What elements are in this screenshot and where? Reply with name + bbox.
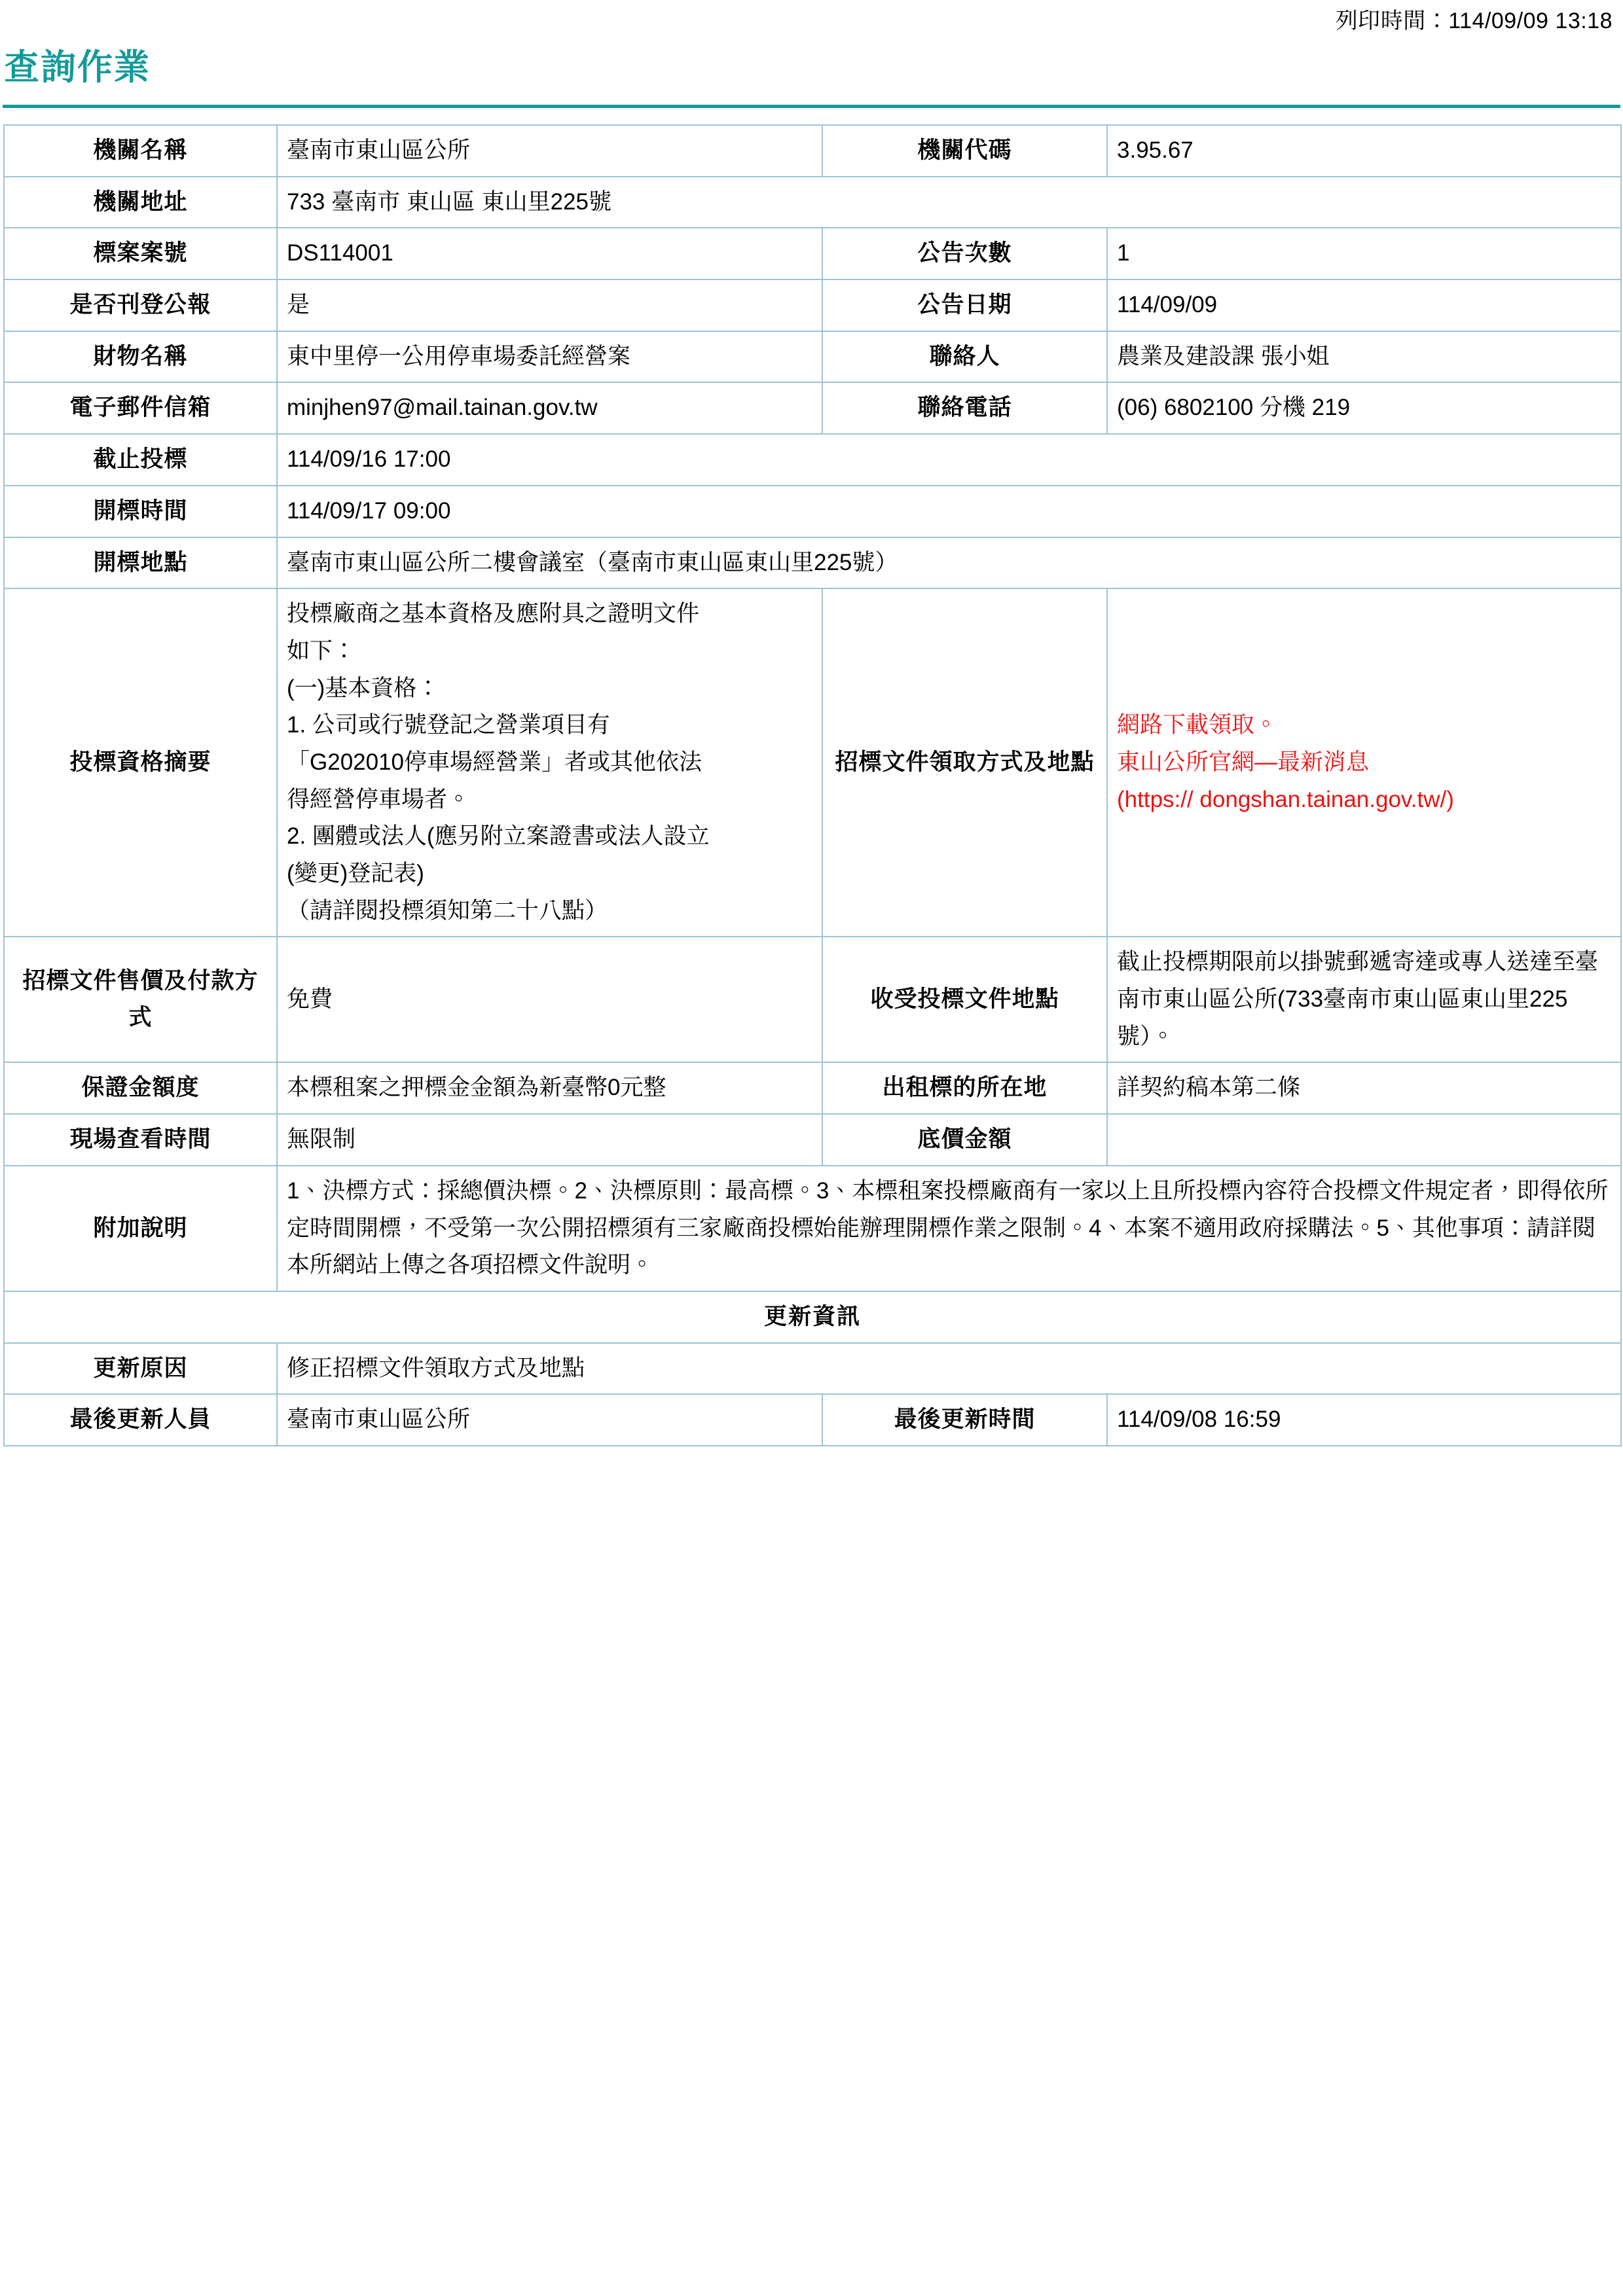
email-label: 電子郵件信箱 [4,382,277,434]
agency-address-label: 機關地址 [4,177,277,228]
receive-place-value: 截止投標期限前以掛號郵遞寄達或專人送達至臺南市東山區公所(733臺南市東山區東山里225號）。 [1107,937,1621,1062]
open-place-value: 臺南市東山區公所二樓會議室（臺南市東山區東山里225號） [277,537,1621,589]
text-line: 得經營停車場者。 [287,786,471,812]
last-updater-label: 最後更新人員 [4,1394,277,1446]
text-line: （請詳閱投標須知第二十八點） [287,897,608,924]
doc-price-label: 招標文件售價及付款方式 [4,937,277,1062]
receive-place-label: 收受投標文件地點 [822,937,1107,1062]
last-update-time-value: 114/09/08 16:59 [1107,1394,1621,1446]
agency-code-value: 3.95.67 [1107,125,1621,177]
email-value: minjhen97@mail.tainan.gov.tw [277,382,822,434]
qualification-label: 投標資格摘要 [4,588,277,937]
agency-name-value: 臺南市東山區公所 [277,125,822,177]
text-line: 東山公所官網—最新消息 [1117,749,1370,775]
phone-label: 聯絡電話 [822,382,1107,434]
table-row [4,177,1621,228]
table-row [4,382,1621,434]
agency-address-value: 733 臺南市 東山區 東山里225號 [277,177,1621,228]
print-time-label: 列印時間：114/09/09 13:18 [1335,9,1613,33]
deadline-value: 114/09/16 17:00 [277,434,1621,486]
text-line: (變更)登記表) [287,861,424,886]
phone-value: (06) 6802100 分機 219 [1107,382,1621,434]
agency-code-label: 機關代碼 [822,125,1107,177]
property-name-value: 東中里停一公用停車場委託經營案 [277,331,822,383]
table-row [4,228,1621,279]
property-name-label: 財物名稱 [4,331,277,383]
text-line: 1. 公司或行號登記之營業項目有 [287,712,610,738]
gazette-value: 是 [277,279,822,331]
announce-date-label: 公告日期 [822,279,1107,331]
announce-count-value: 1 [1107,228,1621,279]
text-line: (https:// dongshan.tainan.gov.tw/) [1117,786,1454,812]
floor-price-value [1107,1114,1621,1166]
deposit-label: 保證金額度 [4,1062,277,1114]
tender-detail-table [3,124,1622,1446]
additional-label: 附加說明 [4,1166,277,1291]
page-title: 查詢作業 [4,48,151,87]
table-row [4,1291,1621,1343]
agency-name-label: 機關名稱 [4,125,277,177]
table-row [4,486,1621,537]
text-line: 2. 團體或法人(應另附立案證書或法人設立 [287,823,710,850]
doc-price-value: 免費 [277,937,822,1062]
table-row [4,1166,1621,1291]
deadline-label: 截止投標 [4,434,277,486]
open-time-value: 114/09/17 09:00 [277,486,1621,537]
announce-count-label: 公告次數 [822,228,1107,279]
text-line: (一)基本資格： [287,675,440,701]
contact-value: 農業及建設課 張小姐 [1107,331,1621,383]
update-section-title: 更新資訊 [4,1291,1621,1343]
lease-location-value: 詳契約稿本第二條 [1107,1062,1621,1114]
deposit-value: 本標租案之押標金金額為新臺幣0元整 [277,1062,822,1114]
update-reason-label: 更新原因 [4,1343,277,1395]
table-row [4,1062,1621,1114]
contact-label: 聯絡人 [822,331,1107,383]
tender-detail-table-wrapper [3,124,1620,1446]
table-row [4,434,1621,486]
table-row [4,937,1621,1062]
last-updater-value: 臺南市東山區公所 [277,1394,822,1446]
table-row [4,279,1621,331]
case-no-value: DS114001 [277,228,822,279]
table-row [4,1343,1621,1395]
lease-location-label: 出租標的所在地 [822,1062,1107,1114]
floor-price-label: 底價金額 [822,1114,1107,1166]
table-row [4,331,1621,383]
case-no-label: 標案案號 [4,228,277,279]
doc-pickup-value [1107,588,1621,937]
site-visit-value: 無限制 [277,1114,822,1166]
qualification-value [277,588,822,937]
table-row [4,1394,1621,1446]
table-row [4,537,1621,589]
table-row [4,125,1621,177]
doc-pickup-label: 招標文件領取方式及地點 [822,588,1107,937]
open-place-label: 開標地點 [4,537,277,589]
text-line: 投標廠商之基本資格及應附具之證明文件 [287,601,700,627]
text-line: 如下： [287,637,356,664]
title-divider [3,105,1620,108]
table-row [4,1114,1621,1166]
text-line: 網路下載領取。 [1117,712,1278,738]
additional-value: 1、決標方式：採總價決標。2、決標原則：最高標。3、本標租案投標廠商有一家以上且所投標內容符合投標文件規定者，即得依所定時間開標，不受第一次公開招標須有三家廠商投標始能辦理開標作業之限制。4、本案不適用政府採購法。5、其他事項：請詳閱本所網站上傳之各項招標文件說明。 [277,1166,1621,1291]
last-update-time-label: 最後更新時間 [822,1394,1107,1446]
site-visit-label: 現場查看時間 [4,1114,277,1166]
table-row [4,588,1621,937]
update-reason-value: 修正招標文件領取方式及地點 [277,1343,1621,1395]
announce-date-value: 114/09/09 [1107,279,1621,331]
gazette-label: 是否刊登公報 [4,279,277,331]
text-line: 「G202010停車場經營業」者或其他依法 [287,749,702,775]
open-time-label: 開標時間 [4,486,277,537]
